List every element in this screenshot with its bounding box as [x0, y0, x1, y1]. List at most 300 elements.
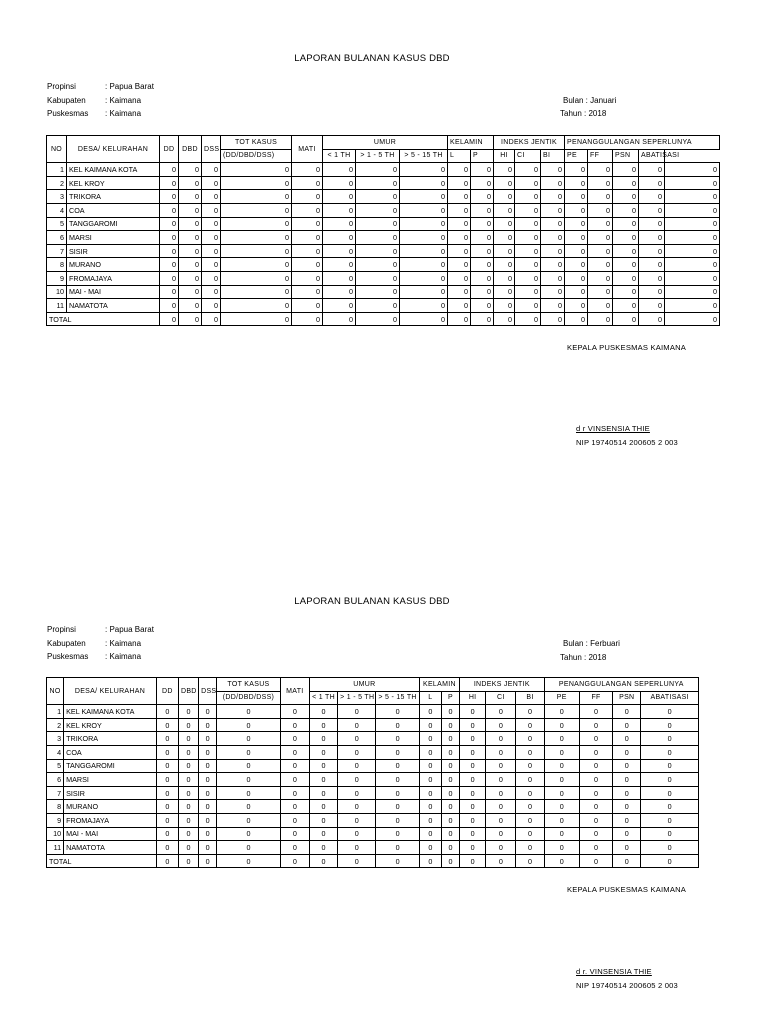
case-value: 0	[400, 299, 448, 313]
village-name: SISIR	[64, 786, 157, 800]
case-value: 0	[419, 827, 441, 841]
village-name: MARSI	[67, 231, 160, 245]
total-value: 0	[441, 854, 459, 868]
case-value: 0	[460, 718, 486, 732]
propinsi-label: Propinsi	[47, 625, 76, 634]
case-value: 0	[178, 759, 198, 773]
case-value: 0	[419, 786, 441, 800]
table-row	[47, 773, 699, 787]
case-value: 0	[441, 705, 459, 719]
case-value: 0	[156, 773, 178, 787]
case-value: 0	[338, 841, 376, 855]
case-value: 0	[460, 813, 486, 827]
case-value: 0	[515, 271, 541, 285]
kabupaten-label: Kabupaten	[47, 95, 86, 105]
case-value: 0	[665, 163, 720, 177]
case-value: 0	[376, 759, 419, 773]
case-value: 0	[448, 299, 471, 313]
case-value: 0	[292, 258, 323, 272]
case-value: 0	[516, 732, 544, 746]
case-value: 0	[471, 217, 494, 231]
case-value: 0	[309, 718, 337, 732]
case-value: 0	[613, 285, 639, 299]
total-value: 0	[419, 854, 441, 868]
row-number: 2	[47, 176, 67, 190]
case-value: 0	[309, 841, 337, 855]
case-value: 0	[588, 176, 613, 190]
total-value: 0	[516, 854, 544, 868]
header-l: L	[419, 691, 441, 705]
case-value: 0	[641, 800, 699, 814]
total-value: 0	[579, 854, 612, 868]
table-row	[47, 800, 699, 814]
header-pe: PE	[544, 691, 579, 705]
total-value: 0	[613, 312, 639, 326]
case-value: 0	[292, 163, 323, 177]
case-value: 0	[665, 231, 720, 245]
case-value: 0	[280, 827, 309, 841]
case-value: 0	[202, 258, 221, 272]
case-value: 0	[441, 786, 459, 800]
case-value: 0	[460, 705, 486, 719]
case-value: 0	[613, 299, 639, 313]
case-value: 0	[588, 163, 613, 177]
header-kelamin: KELAMIN	[419, 678, 459, 692]
case-value: 0	[178, 841, 198, 855]
case-value: 0	[202, 244, 221, 258]
puskesmas-value: : Kaimana	[105, 109, 142, 118]
case-value: 0	[471, 190, 494, 204]
case-value: 0	[160, 271, 179, 285]
row-number: 8	[47, 258, 67, 272]
case-value: 0	[448, 271, 471, 285]
village-name: TANGGAROMI	[64, 759, 157, 773]
case-value: 0	[541, 258, 565, 272]
case-value: 0	[486, 841, 516, 855]
case-value: 0	[178, 732, 198, 746]
case-value: 0	[544, 718, 579, 732]
case-value: 0	[160, 217, 179, 231]
case-value: 0	[613, 190, 639, 204]
case-value: 0	[376, 800, 419, 814]
case-value: 0	[400, 176, 448, 190]
case-value: 0	[280, 786, 309, 800]
report-meta	[47, 80, 154, 121]
header-dd: DD	[156, 678, 178, 705]
case-value: 0	[541, 203, 565, 217]
puskesmas-value: : Kaimana	[105, 652, 142, 661]
case-value: 0	[419, 841, 441, 855]
case-value: 0	[541, 163, 565, 177]
case-value: 0	[323, 271, 356, 285]
case-value: 0	[400, 244, 448, 258]
row-number: 7	[47, 786, 64, 800]
case-value: 0	[160, 176, 179, 190]
case-value: 0	[156, 786, 178, 800]
case-value: 0	[441, 827, 459, 841]
case-value: 0	[494, 163, 515, 177]
case-value: 0	[202, 271, 221, 285]
case-value: 0	[515, 217, 541, 231]
kabupaten-value: : Kaimana	[105, 95, 142, 105]
case-value: 0	[156, 841, 178, 855]
header-ci: CI	[486, 691, 516, 705]
table-row	[47, 285, 720, 299]
case-value: 0	[323, 285, 356, 299]
table-row	[47, 231, 720, 245]
case-value: 0	[494, 190, 515, 204]
propinsi-value: : Papua Barat	[105, 82, 154, 91]
case-value: 0	[179, 217, 202, 231]
case-value: 0	[486, 745, 516, 759]
case-value: 0	[471, 163, 494, 177]
total-value: 0	[178, 854, 198, 868]
case-value: 0	[376, 786, 419, 800]
case-value: 0	[292, 271, 323, 285]
case-value: 0	[665, 176, 720, 190]
header-umur-5-15: > 5 - 15 TH	[400, 149, 448, 163]
table-row	[47, 299, 720, 313]
case-value: 0	[280, 841, 309, 855]
case-value: 0	[179, 190, 202, 204]
case-value: 0	[486, 800, 516, 814]
case-value: 0	[338, 773, 376, 787]
case-value: 0	[356, 244, 400, 258]
case-value: 0	[665, 203, 720, 217]
case-value: 0	[639, 163, 665, 177]
case-value: 0	[292, 176, 323, 190]
case-value: 0	[515, 231, 541, 245]
case-value: 0	[639, 203, 665, 217]
header-penanggulangan: PENANGGULANGAN SEPERLUNYA	[565, 136, 720, 150]
case-value: 0	[441, 800, 459, 814]
case-value: 0	[400, 258, 448, 272]
total-row	[47, 854, 699, 868]
case-value: 0	[494, 299, 515, 313]
case-value: 0	[400, 285, 448, 299]
case-value: 0	[515, 258, 541, 272]
case-value: 0	[338, 759, 376, 773]
case-value: 0	[202, 231, 221, 245]
case-value: 0	[613, 203, 639, 217]
case-value: 0	[338, 786, 376, 800]
table-row	[47, 786, 699, 800]
case-value: 0	[541, 271, 565, 285]
total-value: 0	[156, 854, 178, 868]
kabupaten-label: Kabupaten	[47, 638, 86, 648]
dbd-case-table	[46, 135, 720, 326]
case-value: 0	[199, 705, 217, 719]
case-value: 0	[639, 217, 665, 231]
case-value: 0	[515, 285, 541, 299]
row-number: 9	[47, 813, 64, 827]
case-value: 0	[639, 190, 665, 204]
row-number: 4	[47, 203, 67, 217]
total-label: TOTAL	[47, 312, 160, 326]
case-value: 0	[156, 759, 178, 773]
case-value: 0	[544, 759, 579, 773]
village-name: KEL KROY	[64, 718, 157, 732]
signature-position: KEPALA PUSKESMAS KAIMANA	[567, 343, 687, 352]
case-value: 0	[376, 705, 419, 719]
case-value: 0	[217, 745, 280, 759]
case-value: 0	[356, 190, 400, 204]
case-value: 0	[448, 203, 471, 217]
total-value: 0	[199, 854, 217, 868]
case-value: 0	[613, 718, 641, 732]
case-value: 0	[494, 285, 515, 299]
case-value: 0	[641, 745, 699, 759]
case-value: 0	[541, 299, 565, 313]
case-value: 0	[178, 813, 198, 827]
case-value: 0	[544, 705, 579, 719]
puskesmas-label: Puskesmas	[47, 652, 89, 661]
case-value: 0	[376, 841, 419, 855]
case-value: 0	[486, 773, 516, 787]
case-value: 0	[178, 786, 198, 800]
case-value: 0	[544, 813, 579, 827]
header-indeks-jentik: INDEKS JENTIK	[460, 678, 545, 692]
case-value: 0	[639, 231, 665, 245]
case-value: 0	[460, 827, 486, 841]
total-value: 0	[588, 312, 613, 326]
case-value: 0	[641, 786, 699, 800]
case-value: 0	[202, 190, 221, 204]
table-row	[47, 203, 720, 217]
case-value: 0	[376, 813, 419, 827]
row-number: 2	[47, 718, 64, 732]
total-value: 0	[356, 312, 400, 326]
case-value: 0	[613, 705, 641, 719]
row-number: 11	[47, 299, 67, 313]
header-umur-1-5: > 1 - 5 TH	[338, 691, 376, 705]
case-value: 0	[338, 800, 376, 814]
case-value: 0	[400, 190, 448, 204]
case-value: 0	[221, 190, 292, 204]
case-value: 0	[199, 800, 217, 814]
case-value: 0	[156, 800, 178, 814]
case-value: 0	[448, 190, 471, 204]
case-value: 0	[202, 285, 221, 299]
case-value: 0	[544, 773, 579, 787]
total-value: 0	[639, 312, 665, 326]
case-value: 0	[613, 163, 639, 177]
case-value: 0	[400, 163, 448, 177]
village-name: KEL KAIMANA KOTA	[64, 705, 157, 719]
case-value: 0	[565, 163, 588, 177]
case-value: 0	[613, 258, 639, 272]
case-value: 0	[160, 203, 179, 217]
puskesmas-label: Puskesmas	[47, 109, 89, 118]
total-value: 0	[544, 854, 579, 868]
case-value: 0	[471, 231, 494, 245]
case-value: 0	[541, 285, 565, 299]
case-value: 0	[217, 773, 280, 787]
report-title: LAPORAN BULANAN KASUS DBD	[294, 596, 450, 607]
case-value: 0	[356, 285, 400, 299]
case-value: 0	[588, 231, 613, 245]
case-value: 0	[544, 786, 579, 800]
case-value: 0	[217, 786, 280, 800]
total-value: 0	[221, 312, 292, 326]
header-mati: MATI	[292, 136, 323, 163]
case-value: 0	[448, 244, 471, 258]
header-kelamin: KELAMIN	[448, 136, 494, 150]
table-row	[47, 271, 720, 285]
header-desa: DESA/ KELURAHAN	[64, 678, 157, 705]
dbd-case-table	[46, 677, 699, 868]
case-value: 0	[565, 190, 588, 204]
case-value: 0	[221, 258, 292, 272]
total-value: 0	[202, 312, 221, 326]
case-value: 0	[376, 773, 419, 787]
case-value: 0	[156, 705, 178, 719]
header-p: P	[471, 149, 494, 163]
total-value: 0	[400, 312, 448, 326]
case-value: 0	[588, 217, 613, 231]
row-number: 1	[47, 705, 64, 719]
case-value: 0	[613, 800, 641, 814]
case-value: 0	[471, 258, 494, 272]
case-value: 0	[613, 773, 641, 787]
case-value: 0	[486, 786, 516, 800]
case-value: 0	[639, 285, 665, 299]
case-value: 0	[460, 773, 486, 787]
total-value: 0	[565, 312, 588, 326]
case-value: 0	[460, 732, 486, 746]
table-row	[47, 813, 699, 827]
case-value: 0	[292, 244, 323, 258]
case-value: 0	[471, 176, 494, 190]
case-value: 0	[448, 163, 471, 177]
case-value: 0	[178, 705, 198, 719]
case-value: 0	[641, 759, 699, 773]
case-value: 0	[579, 813, 612, 827]
case-value: 0	[613, 176, 639, 190]
village-name: NAMATOTA	[67, 299, 160, 313]
case-value: 0	[323, 244, 356, 258]
case-value: 0	[613, 231, 639, 245]
case-value: 0	[613, 732, 641, 746]
case-value: 0	[579, 773, 612, 787]
case-value: 0	[541, 190, 565, 204]
header-tot-kasus-sub: (DD/DBD/DSS)	[217, 691, 280, 705]
total-value: 0	[338, 854, 376, 868]
row-number: 10	[47, 285, 67, 299]
total-value: 0	[460, 854, 486, 868]
total-value: 0	[292, 312, 323, 326]
case-value: 0	[217, 718, 280, 732]
header-no: NO	[47, 678, 64, 705]
case-value: 0	[541, 176, 565, 190]
case-value: 0	[199, 759, 217, 773]
case-value: 0	[376, 827, 419, 841]
case-value: 0	[579, 827, 612, 841]
row-number: 6	[47, 773, 64, 787]
header-penanggulangan: PENANGGULANGAN SEPERLUNYA	[544, 678, 698, 692]
row-number: 5	[47, 217, 67, 231]
case-value: 0	[565, 258, 588, 272]
header-psn: PSN	[613, 149, 639, 163]
village-name: FROMAJAYA	[64, 813, 157, 827]
case-value: 0	[460, 841, 486, 855]
total-value: 0	[448, 312, 471, 326]
case-value: 0	[613, 841, 641, 855]
total-value: 0	[494, 312, 515, 326]
case-value: 0	[544, 732, 579, 746]
case-value: 0	[221, 203, 292, 217]
table-row	[47, 190, 720, 204]
case-value: 0	[217, 800, 280, 814]
case-value: 0	[179, 203, 202, 217]
case-value: 0	[588, 258, 613, 272]
header-dss: DSS	[202, 136, 221, 163]
case-value: 0	[309, 759, 337, 773]
case-value: 0	[376, 745, 419, 759]
case-value: 0	[565, 285, 588, 299]
header-hi: HI	[494, 149, 515, 163]
case-value: 0	[419, 705, 441, 719]
table-row	[47, 217, 720, 231]
village-name: MAI - MAI	[64, 827, 157, 841]
case-value: 0	[160, 285, 179, 299]
total-value: 0	[665, 312, 720, 326]
case-value: 0	[179, 299, 202, 313]
case-value: 0	[160, 231, 179, 245]
case-value: 0	[494, 217, 515, 231]
case-value: 0	[356, 163, 400, 177]
case-value: 0	[588, 190, 613, 204]
case-value: 0	[309, 732, 337, 746]
case-value: 0	[565, 176, 588, 190]
case-value: 0	[199, 813, 217, 827]
propinsi-value: : Papua Barat	[105, 625, 154, 634]
case-value: 0	[156, 813, 178, 827]
case-value: 0	[202, 176, 221, 190]
village-name: MARSI	[64, 773, 157, 787]
header-pe: PE	[565, 149, 588, 163]
case-value: 0	[178, 773, 198, 787]
case-value: 0	[179, 244, 202, 258]
case-value: 0	[217, 759, 280, 773]
total-value: 0	[376, 854, 419, 868]
total-value: 0	[280, 854, 309, 868]
header-umur: UMUR	[309, 678, 419, 692]
village-name: COA	[64, 745, 157, 759]
case-value: 0	[323, 258, 356, 272]
case-value: 0	[515, 203, 541, 217]
header-dbd: DBD	[178, 678, 198, 705]
case-value: 0	[516, 745, 544, 759]
case-value: 0	[486, 813, 516, 827]
case-value: 0	[221, 231, 292, 245]
case-value: 0	[156, 732, 178, 746]
case-value: 0	[199, 786, 217, 800]
case-value: 0	[178, 800, 198, 814]
case-value: 0	[221, 217, 292, 231]
case-value: 0	[160, 244, 179, 258]
case-value: 0	[641, 718, 699, 732]
case-value: 0	[665, 217, 720, 231]
case-value: 0	[309, 827, 337, 841]
case-value: 0	[202, 203, 221, 217]
case-value: 0	[199, 745, 217, 759]
case-value: 0	[338, 718, 376, 732]
row-number: 1	[47, 163, 67, 177]
case-value: 0	[199, 732, 217, 746]
case-value: 0	[613, 813, 641, 827]
case-value: 0	[292, 217, 323, 231]
